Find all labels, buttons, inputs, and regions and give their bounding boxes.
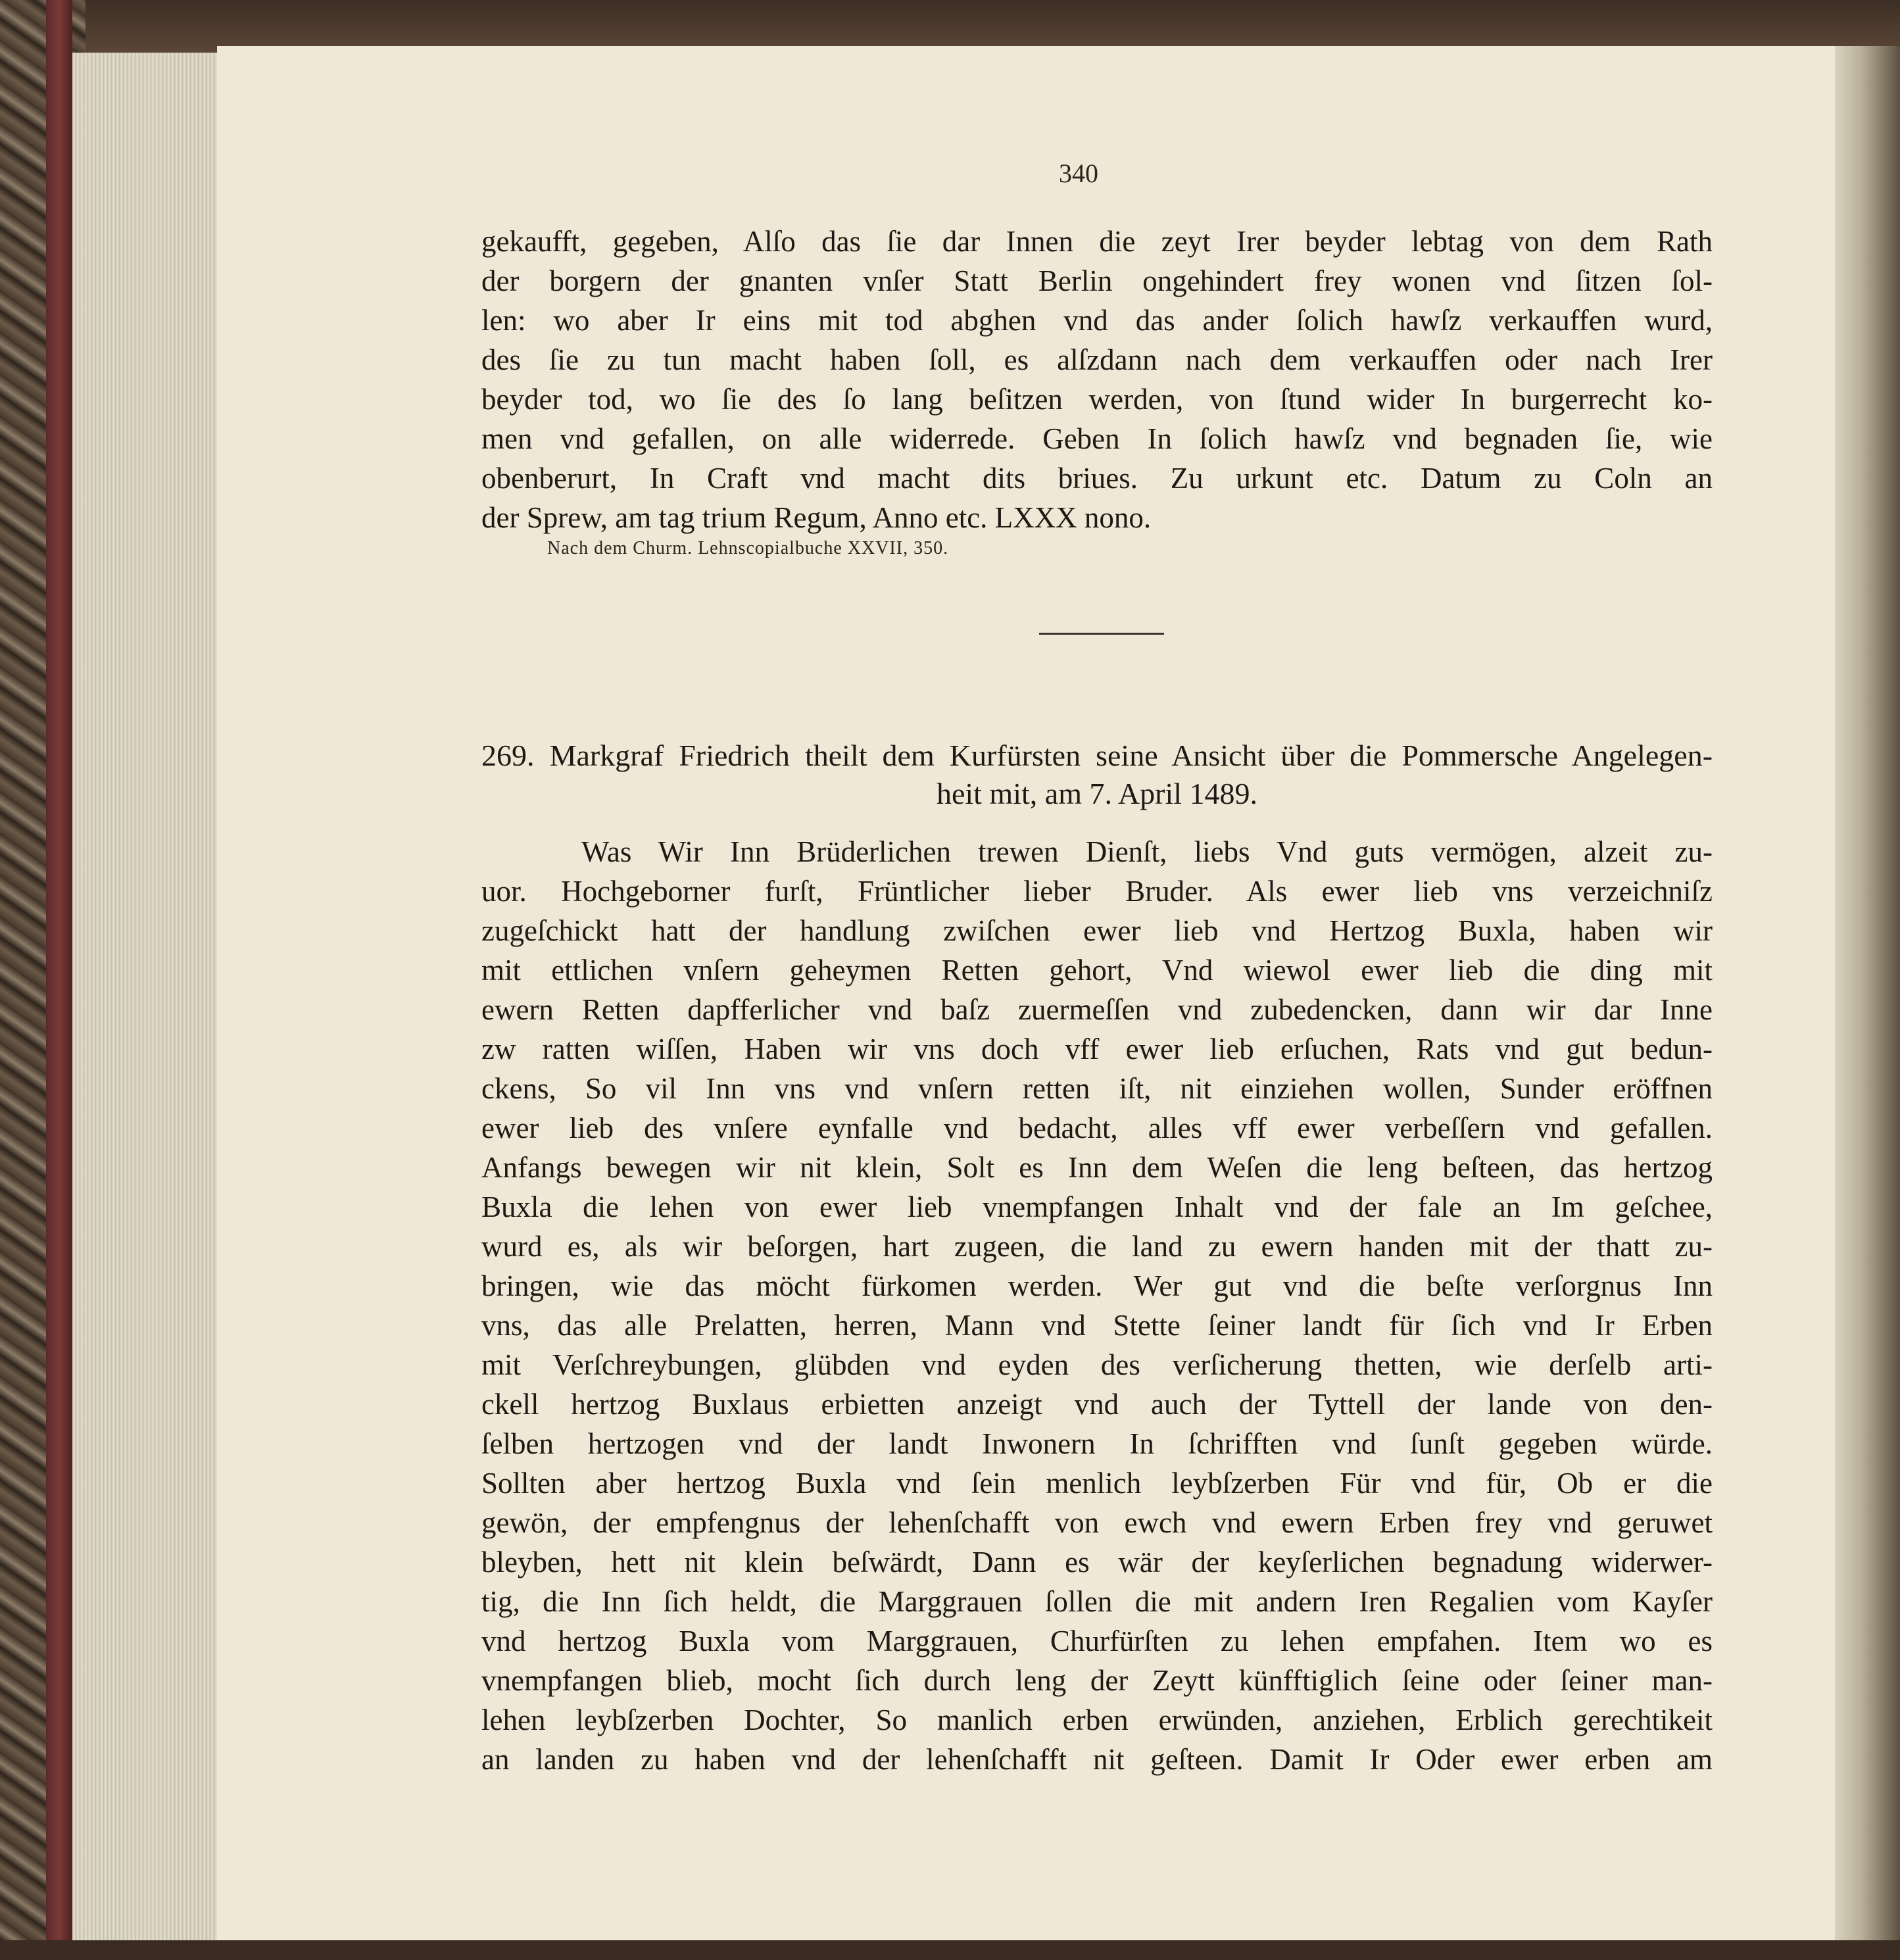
text-line: men vnd gefallen, on alle widerrede. Geben In ſolich hawſz vnd begnaden ſie, wie [481, 422, 1713, 455]
text-line: ckens, So vil Inn vns vnd vnſern retten iſt, nit einziehen wollen, Sunder eröffnen [481, 1072, 1713, 1105]
text-line: ewer lieb des vnſere eynfalle vnd bedacht, alles vff ewer verbeſſern vnd gefallen. [481, 1112, 1713, 1144]
text-line: vnd hertzog Buxla vom Marggrauen, Churfürſten zu lehen empfahen. Item wo es [481, 1625, 1713, 1657]
text-line: wurd es, als wir beſorgen, hart zugeen, die land zu ewern handen mit der thatt zu- [481, 1230, 1713, 1263]
book-top-edge [0, 0, 1900, 53]
page-gutter [1835, 46, 1900, 1940]
text-line: vnempfangen blieb, mocht ſich durch leng der Zeytt künfftiglich ſeine oder ſeiner man- [481, 1664, 1713, 1697]
text-line: der borgern der gnanten vnſer Statt Berlin ongehindert frey wonen vnd ſitzen ſol- [481, 264, 1713, 297]
source-citation: Nach dem Churm. Lehnscopialbuche XXVII, 350. [547, 538, 949, 558]
text-line: gewön, der empfengnus der lehenſchafft von ewch vnd ewern Erben frey vnd geruwet [481, 1506, 1713, 1539]
text-line: beyder tod, wo ſie des ſo lang beſitzen werden, von ſtund wider In burgerrecht ko- [481, 383, 1713, 416]
book-bottom-edge [0, 1940, 1900, 1960]
heading-title-line-1: Markgraf Friedrich theilt dem Kurfürsten seine Ansicht über die Pommersche Angelegen- [549, 739, 1713, 772]
heading-title-line-2: heit mit, am 7. April 1489. [936, 777, 1258, 810]
book-spine-edge [46, 0, 72, 1960]
text-line: tig, die Inn ſich heldt, die Marggrauen ſollen die mit andern Iren Regalien vom Kayſer [481, 1585, 1713, 1618]
document-number: 269. [481, 739, 535, 772]
text-line: zugeſchickt hatt der handlung zwiſchen ewer lieb vnd Hertzog Buxla, haben wir [481, 914, 1713, 947]
text-line: uor. Hochgeborner furſt, Früntlicher lieber Bruder. Als ewer lieb vns verzeichniſz [481, 875, 1713, 908]
text-line: bleyben, hett nit klein beſwärdt, Dann es wär der keyſerlichen begnadung widerwer- [481, 1546, 1713, 1579]
text-line: vns, das alle Prelatten, herren, Mann vnd Stette ſeiner landt für ſich vnd Ir Erben [481, 1309, 1713, 1342]
section-divider-rule [1039, 633, 1164, 635]
section-heading [481, 737, 1713, 775]
page-block-edges [72, 53, 230, 1940]
text-line: mit ettlichen vnſern geheymen Retten gehort, Vnd wiewol ewer lieb die ding mit [481, 954, 1713, 987]
text-line: Sollten aber hertzog Buxla vnd ſein menlich leybſzerben Für vnd für, Ob er die [481, 1467, 1713, 1500]
text-line: Anfangs bewegen wir nit klein, Solt es Inn dem Weſen die leng beſteen, das hertzog [481, 1151, 1713, 1184]
text-line: der Sprew, am tag trium Regum, Anno etc. LXXX nono. [481, 501, 1152, 534]
text-line: gekaufft, gegeben, Alſo das ſie dar Innen die zeyt Irer beyder lebtag von dem Rath [481, 225, 1713, 258]
text-line: mit Verſchreybungen, glübden vnd eyden des verſicherung thetten, wie derſelb arti- [481, 1348, 1713, 1381]
text-line: len: wo aber Ir eins mit tod abghen vnd das ander ſolich hawſz verkauffen wurd, [481, 304, 1713, 337]
text-line: an landen zu haben vnd der lehenſchafft nit geſteen. Damit Ir Oder ewer erben am [481, 1743, 1713, 1776]
text-line: ewern Retten dapfferlicher vnd baſz zuermeſſen vnd zubedencken, dann wir dar Inne [481, 993, 1713, 1026]
text-line: obenberurt, In Craft vnd macht dits briues. Zu urkunt etc. Datum zu Coln an [481, 462, 1713, 495]
text-line: Was Wir Inn Brüderlichen trewen Dienſt, liebs Vnd guts vermögen, alzeit zu- [581, 835, 1713, 868]
page-number: 340 [1059, 159, 1098, 188]
text-line: des ſie zu tun macht haben ſoll, es alſzdann nach dem verkauffen oder nach Irer [481, 343, 1713, 376]
text-line: lehen leybſzerben Dochter, So manlich erben erwünden, anziehen, Erblich gerechtikeit [481, 1703, 1713, 1736]
text-line: bringen, wie das möcht fürkomen werden. Wer gut vnd die beſte verſorgnus Inn [481, 1269, 1713, 1302]
text-line: zw ratten wiſſen, Haben wir vns doch vff ewer lieb erſuchen, Rats vnd gut bedun- [481, 1033, 1713, 1066]
text-line: Buxla die lehen von ewer lieb vnempfangen Inhalt vnd der fale an Im geſchee, [481, 1190, 1713, 1223]
text-line: ſelben hertzogen vnd der landt Inwonern In ſchrifften vnd ſunſt gegeben würde. [481, 1427, 1713, 1460]
text-line: ckell hertzog Buxlaus erbietten anzeigt vnd auch der Tyttell der lande von den- [481, 1388, 1713, 1421]
